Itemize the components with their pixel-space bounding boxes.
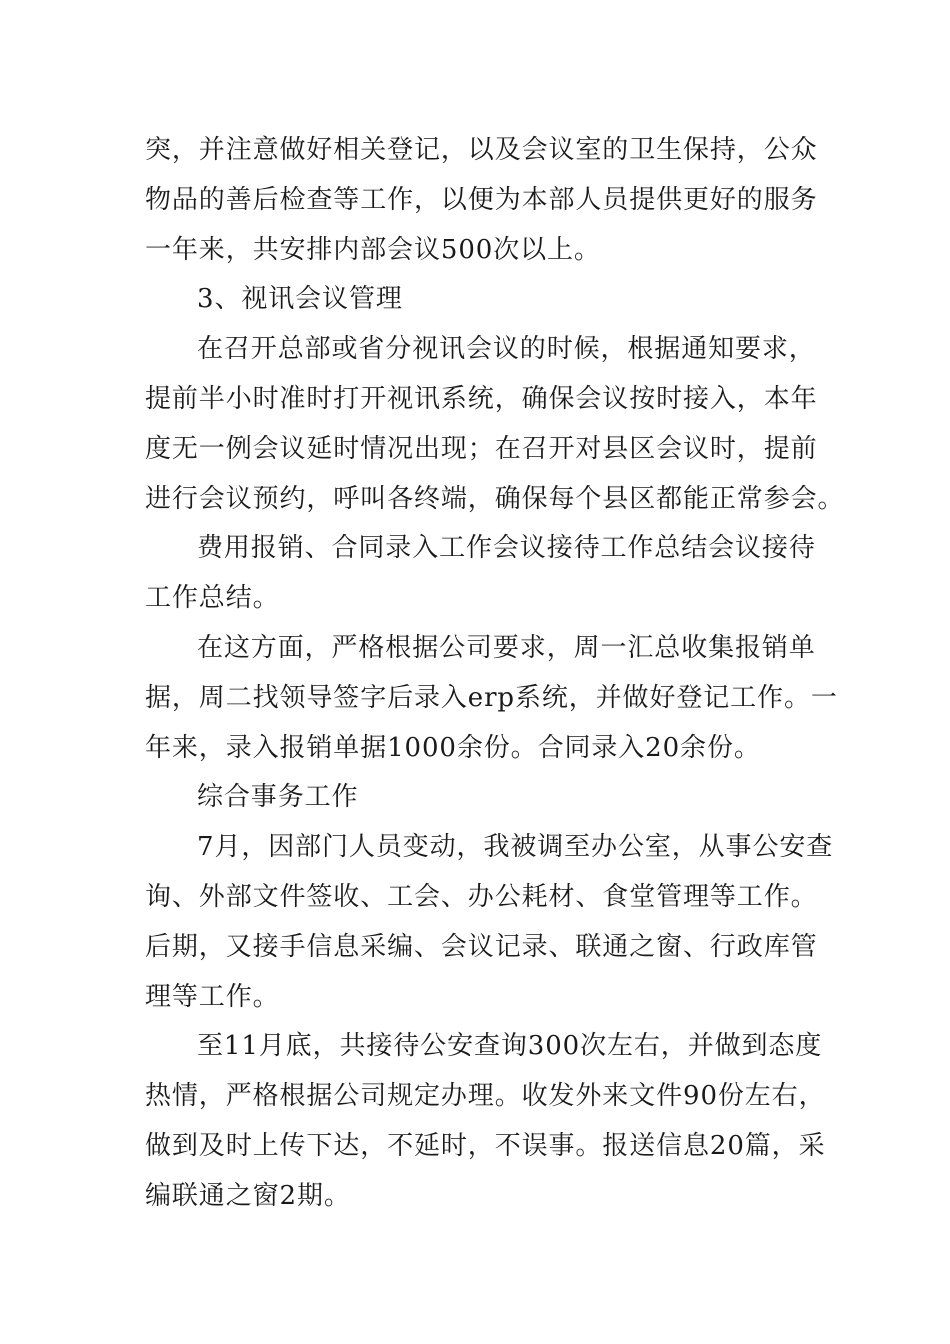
document-body — [145, 126, 845, 1222]
section-heading: 综合事务工作 — [197, 782, 359, 813]
text-line: 7月，因部门人员变动，我被调至办公室，从事公安查 — [197, 832, 834, 863]
text-line: 热情，严格根据公司规定办理。收发外来文件90份左右， — [145, 1081, 826, 1112]
text-line: 至11月底，共接待公安查询300次左右，并做到态度 — [197, 1031, 823, 1062]
text-line: 做到及时上传下达，不延时，不误事。报送信息20篇，采 — [145, 1130, 826, 1161]
text-line: 进行会议预约，呼叫各终端，确保每个县区都能正常参会。 — [145, 483, 845, 514]
text-line: 一年来，共安排内部会议500次以上。 — [145, 234, 601, 265]
text-line: 询、外部文件签收、工会、办公耗材、食堂管理等工作。 — [145, 881, 818, 912]
text-line: 突，并注意做好相关登记，以及会议室的卫生保持，公众 — [145, 135, 818, 165]
text-line: 工作总结。 — [145, 583, 280, 614]
text-line: 编联通之窗2期。 — [145, 1180, 351, 1211]
text-line: 理等工作。 — [145, 981, 280, 1012]
text-line: 度无一例会议延时情况出现；在召开对县区会议时，提前 — [145, 433, 818, 464]
text-line: 据，周二找领导签字后录入erp系统，并做好登记工作。一 — [145, 682, 838, 713]
text-line: 费用报销、合同录入工作会议接待工作总结会议接待 — [197, 533, 816, 564]
text-line: 年来，录入报销单据1000余份。合同录入20余份。 — [145, 732, 761, 763]
text-line: 在这方面，严格根据公司要求，周一汇总收集报销单 — [197, 632, 816, 663]
text-line: 提前半小时准时打开视讯系统，确保会议按时接入，本年 — [145, 383, 818, 414]
text-line: 物品的善后检查等工作，以便为本部人员提供更好的服务 — [145, 184, 818, 215]
text-line: 在召开总部或省分视讯会议的时候，根据通知要求， — [197, 334, 816, 365]
section-heading: 3、视讯会议管理 — [197, 284, 403, 315]
text-line: 后期，又接手信息采编、会议记录、联通之窗、行政库管 — [145, 931, 818, 962]
